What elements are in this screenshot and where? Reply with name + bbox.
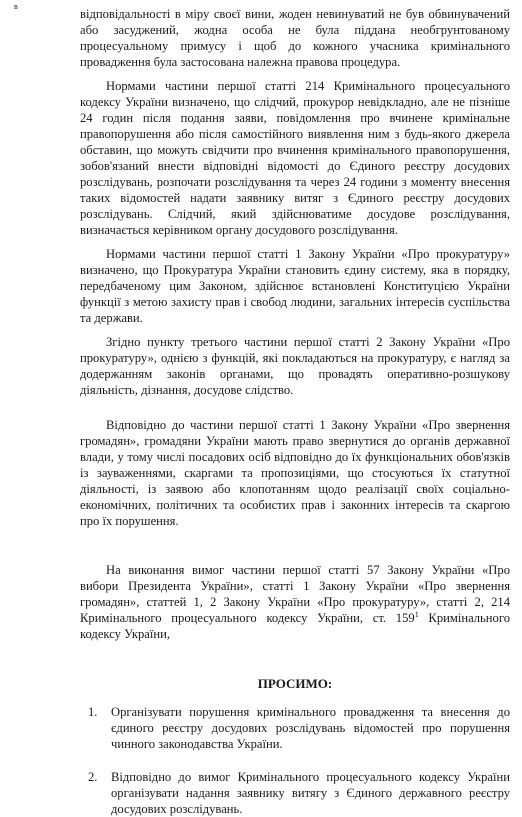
paragraph-prosecution-law: Нормами частини першої статті 1 Закону України «Про прокуратуру» визначено, що Прокуратура України становить єдину систему, яка в порядку, передбаченому цим Законом, здійснює встановлені Конституцією України функції з метою захисту прав і свобод людини, загальних інтересів суспільства та держави.: [80, 247, 510, 325]
document-body: [80, 6, 510, 817]
request-text: Організувати порушення кримінального провадження та внесення до єдиного реєстру досудових розслідувань відомостей про порушення чинного законодавства України.: [111, 705, 510, 751]
request-number: 2.: [88, 770, 98, 784]
request-text: Відповідно до вимог Кримінального процесуального кодексу України організувати надання заявнику витягу з Єдиного державного реєстру досудових розслідувань.: [111, 770, 510, 816]
legal-basis-superscript: 1: [414, 609, 419, 619]
legal-basis-tail: Кримінального кодексу України,: [80, 611, 510, 641]
paragraph-continuation: відповідальності в міру своєї вини, жоден невинуватий не був обвинувачений або засуджений, жодна особа не була піддана необгрунтованому процесуальному примусу і щоб до кожного учасника кримінального провадження була застосована належна правова процедура.: [80, 7, 510, 69]
request-item: [80, 769, 510, 817]
request-item: [80, 704, 510, 752]
paragraph-article-214: Нормами частини першої статті 214 Кримінального процесуального кодексу України визначено, що слідчий, прокурор невідкладно, але не пізніше 24 годин після подання заяви, повідомлення про вчинене кримінальне правопорушення або після самостійного виявлення ним з будь-якого джерела обставин, що можуть свідчити про вчинення кримінального правопорушення, зобов'язаний внести відповідні відомості до Єдиного реєстру досудових розслідувань, розпочати розслідування та через 24 години з моменту внесення таких відомостей надати заявнику витяг з Єдиного реєстру досудових розслідувань. Слідчий, який здійснюватиме досудове розслідування, визначається керівником органу досудового розслідування.: [80, 79, 510, 237]
paragraph-prosecution-functions: Згідно пункту третього частини першої статті 2 Закону України «Про прокуратуру», однією з функцій, які покладаються на прокуратуру, є нагляд за додержанням законів органами, що провадять оперативно-розшукову діяльність, дізнання, досудове слідство.: [80, 335, 510, 397]
corner-mark: ʙ: [14, 2, 18, 11]
legal-basis-text: На виконання вимог частини першої статті 57 Закону України «Про вибори Президента України», статті 1 Закону України «Про звернення громадян», статтей 1, 2 Закону України «Про прокуратуру», статті 2, 214 Кримінального процесуального кодексу України, ст. 159: [80, 563, 510, 625]
paragraph-legal-basis: [80, 562, 510, 642]
paragraph-citizen-appeals: Відповідно до частини першої статті 1 Закону України «Про звернення громадян», громадяни України мають право звернутися до органів державної влади, у тому числі посадових осіб відповідно до їх функціональних обов'язків із зауваженнями, скаргами та пропозиціями, що стосуються їх статутної діяльності, із заявою або клопотанням щодо реалізації своїх соціально-економічних, політичних та особистих прав і законних інтересів та скаргою про їх порушення.: [80, 418, 510, 528]
section-heading: ПРОСИМО:: [257, 676, 333, 691]
request-number: 1.: [88, 705, 98, 719]
